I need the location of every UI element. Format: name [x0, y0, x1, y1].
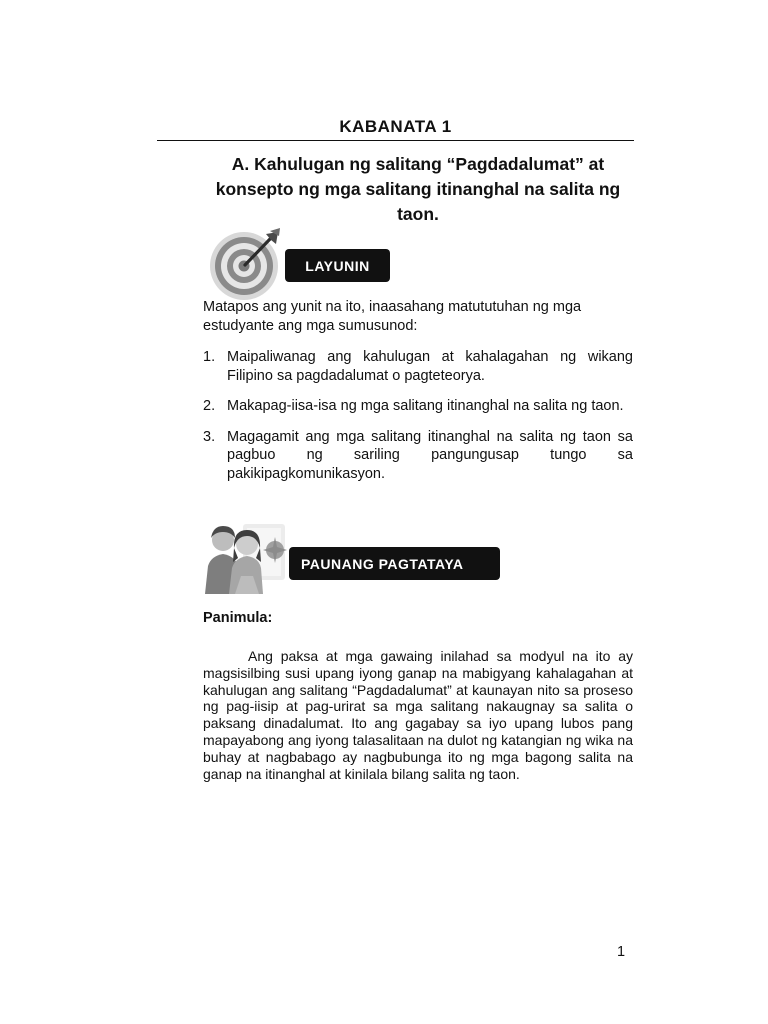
panimula-heading: Panimula: — [203, 610, 273, 626]
list-item-text: Maipaliwanag ang kahulugan at kahalagahan ng wikang Filipino sa pagdadalumat o pagteteorya. — [227, 349, 633, 384]
paunang-pagtataya-label: PAUNANG PAGTATAYA — [289, 547, 500, 580]
objectives-intro: Matapos ang yunit na ito, inaasahang matututuhan ng mga estudyante ang mga sumusunod: — [203, 299, 582, 334]
list-item — [203, 428, 633, 484]
section-heading — [200, 152, 636, 227]
page-number: 1 — [617, 944, 626, 960]
chapter-title: KABANATA 1 — [339, 117, 452, 136]
section-heading-line-2: konsepto ng mga salitang itinanghal na salita ng — [215, 179, 621, 199]
chapter-divider — [157, 140, 634, 141]
list-item-text: Magagamit ang mga salitang itinanghal na salita ng taon sa pagbuo ng sariling pangungusap tungo sa pakikipagkomunikasyon. — [227, 428, 633, 482]
list-item-text: Makapag-iisa-isa ng mga salitang itinanghal na salita ng taon. — [227, 398, 624, 414]
layunin-label: LAYUNIN — [285, 249, 390, 282]
list-item — [203, 348, 633, 385]
target-icon — [208, 226, 284, 302]
section-heading-line-1: A. Kahulugan ng salitang “Pagdadalumat” at — [231, 154, 605, 174]
list-item — [203, 397, 633, 416]
objectives-list — [203, 348, 633, 495]
list-item-number: 1. — [203, 349, 216, 365]
list-item-number: 2. — [203, 398, 216, 414]
panimula-paragraph: Ang paksa at mga gawaing inilahad sa modyul na ito ay magsisilbing susi upang iyong ganap na mabigyang kahalagahan at kahulugan ang salitang “Pagdadalumat” at kaunayan nito sa proseso ng pag-iisip at pag-urirat sa mga salitang nakaugnay sa salita o paksang dinadalumat. Ito ang gagabay sa iyo upang lubos pang mapayabong ang iyong talasalitaan na dulot ng katangian ng wika na buhay at nagbabago ay nagbubunga ito ng mga bagong salita na ganap na itinanghal at kinilala bilang salita ng taon. — [203, 648, 633, 782]
people-icon — [203, 520, 289, 594]
section-heading-line-3: taon. — [397, 204, 439, 224]
list-item-number: 3. — [203, 428, 216, 445]
